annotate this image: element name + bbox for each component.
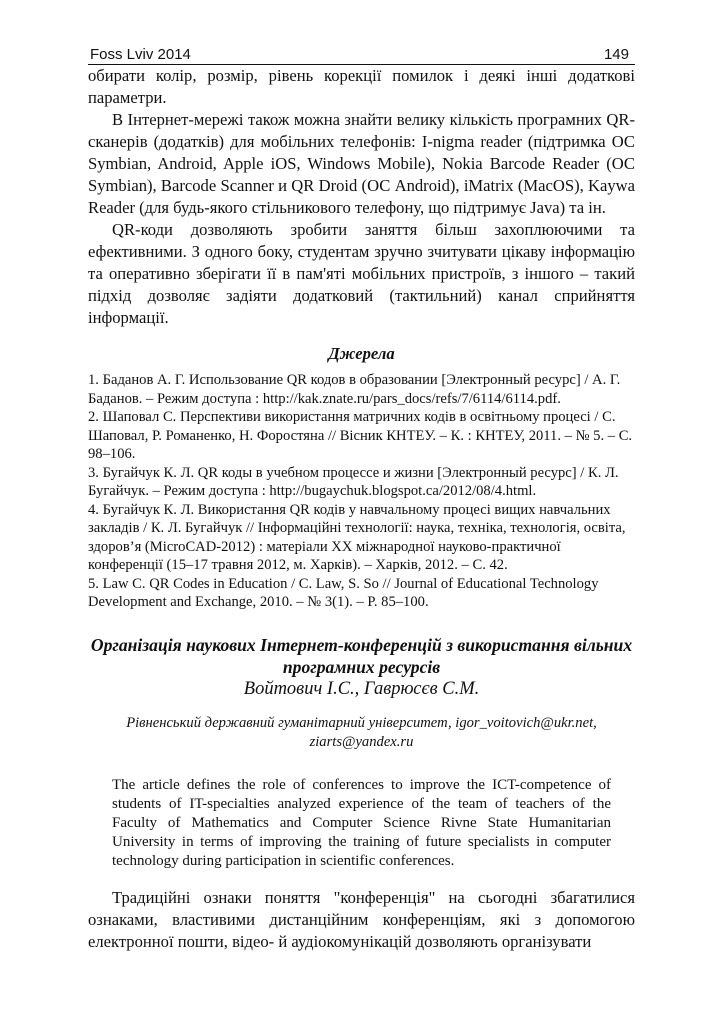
reference-item: 5. Law C. QR Codes in Education / C. Law, S. So // Journal of Educational Technology Development and Exchange, 2010. – № 3(1). – P. 85–100. bbox=[88, 575, 599, 610]
sources-heading: Джерела bbox=[328, 344, 395, 363]
article-title: Організація наукових Інтернет-конференцій з використання вільних програмних ресурсів bbox=[90, 634, 633, 677]
article-authors: Войтович І.С., Гаврюсєв С.М. bbox=[243, 678, 480, 699]
page-number: 149 bbox=[603, 46, 629, 63]
paragraph: обирати колір, розмір, рівень корекції помилок і деякі інші додаткові параметри. bbox=[88, 66, 635, 107]
paragraph: В Інтернет-мережі також можна знайти велику кількість програмних QR-сканерів (додатків) для мобільних телефонів: I-nigma reader (підтримка ОС Symbian, Android, Apple iOS, Windows Mobile), Nokia Barcode Reader (ОС Symbian), Barcode Scanner и QR Droid (ОС Android), iMatrix (MacOS), Kaywa Reader (для будь-якого стільникового телефону, що підтримує Java) та ін. bbox=[88, 110, 635, 217]
article-affiliation: Рівненський державний гуманітарний університет, igor_voitovich@ukr.net, ziarts@yandex.ru bbox=[126, 714, 597, 750]
header-conference-name: Foss Lviv 2014 bbox=[90, 46, 191, 63]
running-header bbox=[88, 46, 635, 65]
article-intro-paragraph: Традиційні ознаки поняття "конференція" на сьогодні збагатилися ознаками, властивими дистанційним конференціям, які з допомогою електронної пошти, відео- й аудіокомунікацій дозволяють організувати bbox=[88, 887, 635, 951]
reference-item: 2. Шаповал С. Перспективи використання матричних кодів в освітньому процесі / С. Шаповал, Р. Романенко, Н. Форостяна // Вісник КНТЕУ. – К. : КНТЕУ, 2011. – № 5. – С. 98–106. bbox=[88, 409, 633, 462]
reference-list bbox=[88, 371, 635, 612]
reference-item: 3. Бугайчук К. Л. QR коды в учебном процессе и жизни [Электронный ресурс] / К. Л. Бугайчук. – Режим доступа : http://bugaychuk.blogspot.ca/2012/08/4.html. bbox=[88, 464, 619, 499]
reference-item: 1. Баданов А. Г. Использование QR кодов в образовании [Электронный ресурс] / А. Г. Баданов. – Режим доступа : http://kak.znate.ru/pars_docs/refs/7/6114/6114.pdf. bbox=[88, 372, 621, 407]
page bbox=[88, 46, 635, 953]
top-paragraphs bbox=[88, 65, 635, 329]
paragraph: QR-коди дозволяють зробити заняття більш захоплюючими та ефективними. З одного боку, студентам зручно зчитувати цікаву інформацію та оперативно зберігати її в пам'яті мобільних пристроїв, з іншого – такий підхід дозволяє задіяти додатковий (тактильний) канал сприйняття інформації. bbox=[88, 220, 635, 327]
reference-item: 4. Бугайчук К. Л. Використання QR кодів у навчальному процесі вищих навчальних закладів / К. Л. Бугайчук // Інформаційні технології: наука, техніка, технологія, освіта, здоров’я (MicroCAD-2012) : матеріали XX міжнародної науково-практичної конференції (15–17 травня 2012, м. Харків). – Харків, 2012. – С. 42. bbox=[88, 501, 626, 573]
article-abstract: The article defines the role of conferences to improve the ICT-competence of students of IT-specialties analyzed experience of the team of teachers of the Faculty of Mathematics and Computer Science Rivne State Humanitarian University in terms of improving the training of future specialists in computer technology during participation in scientific conferences. bbox=[112, 776, 611, 869]
